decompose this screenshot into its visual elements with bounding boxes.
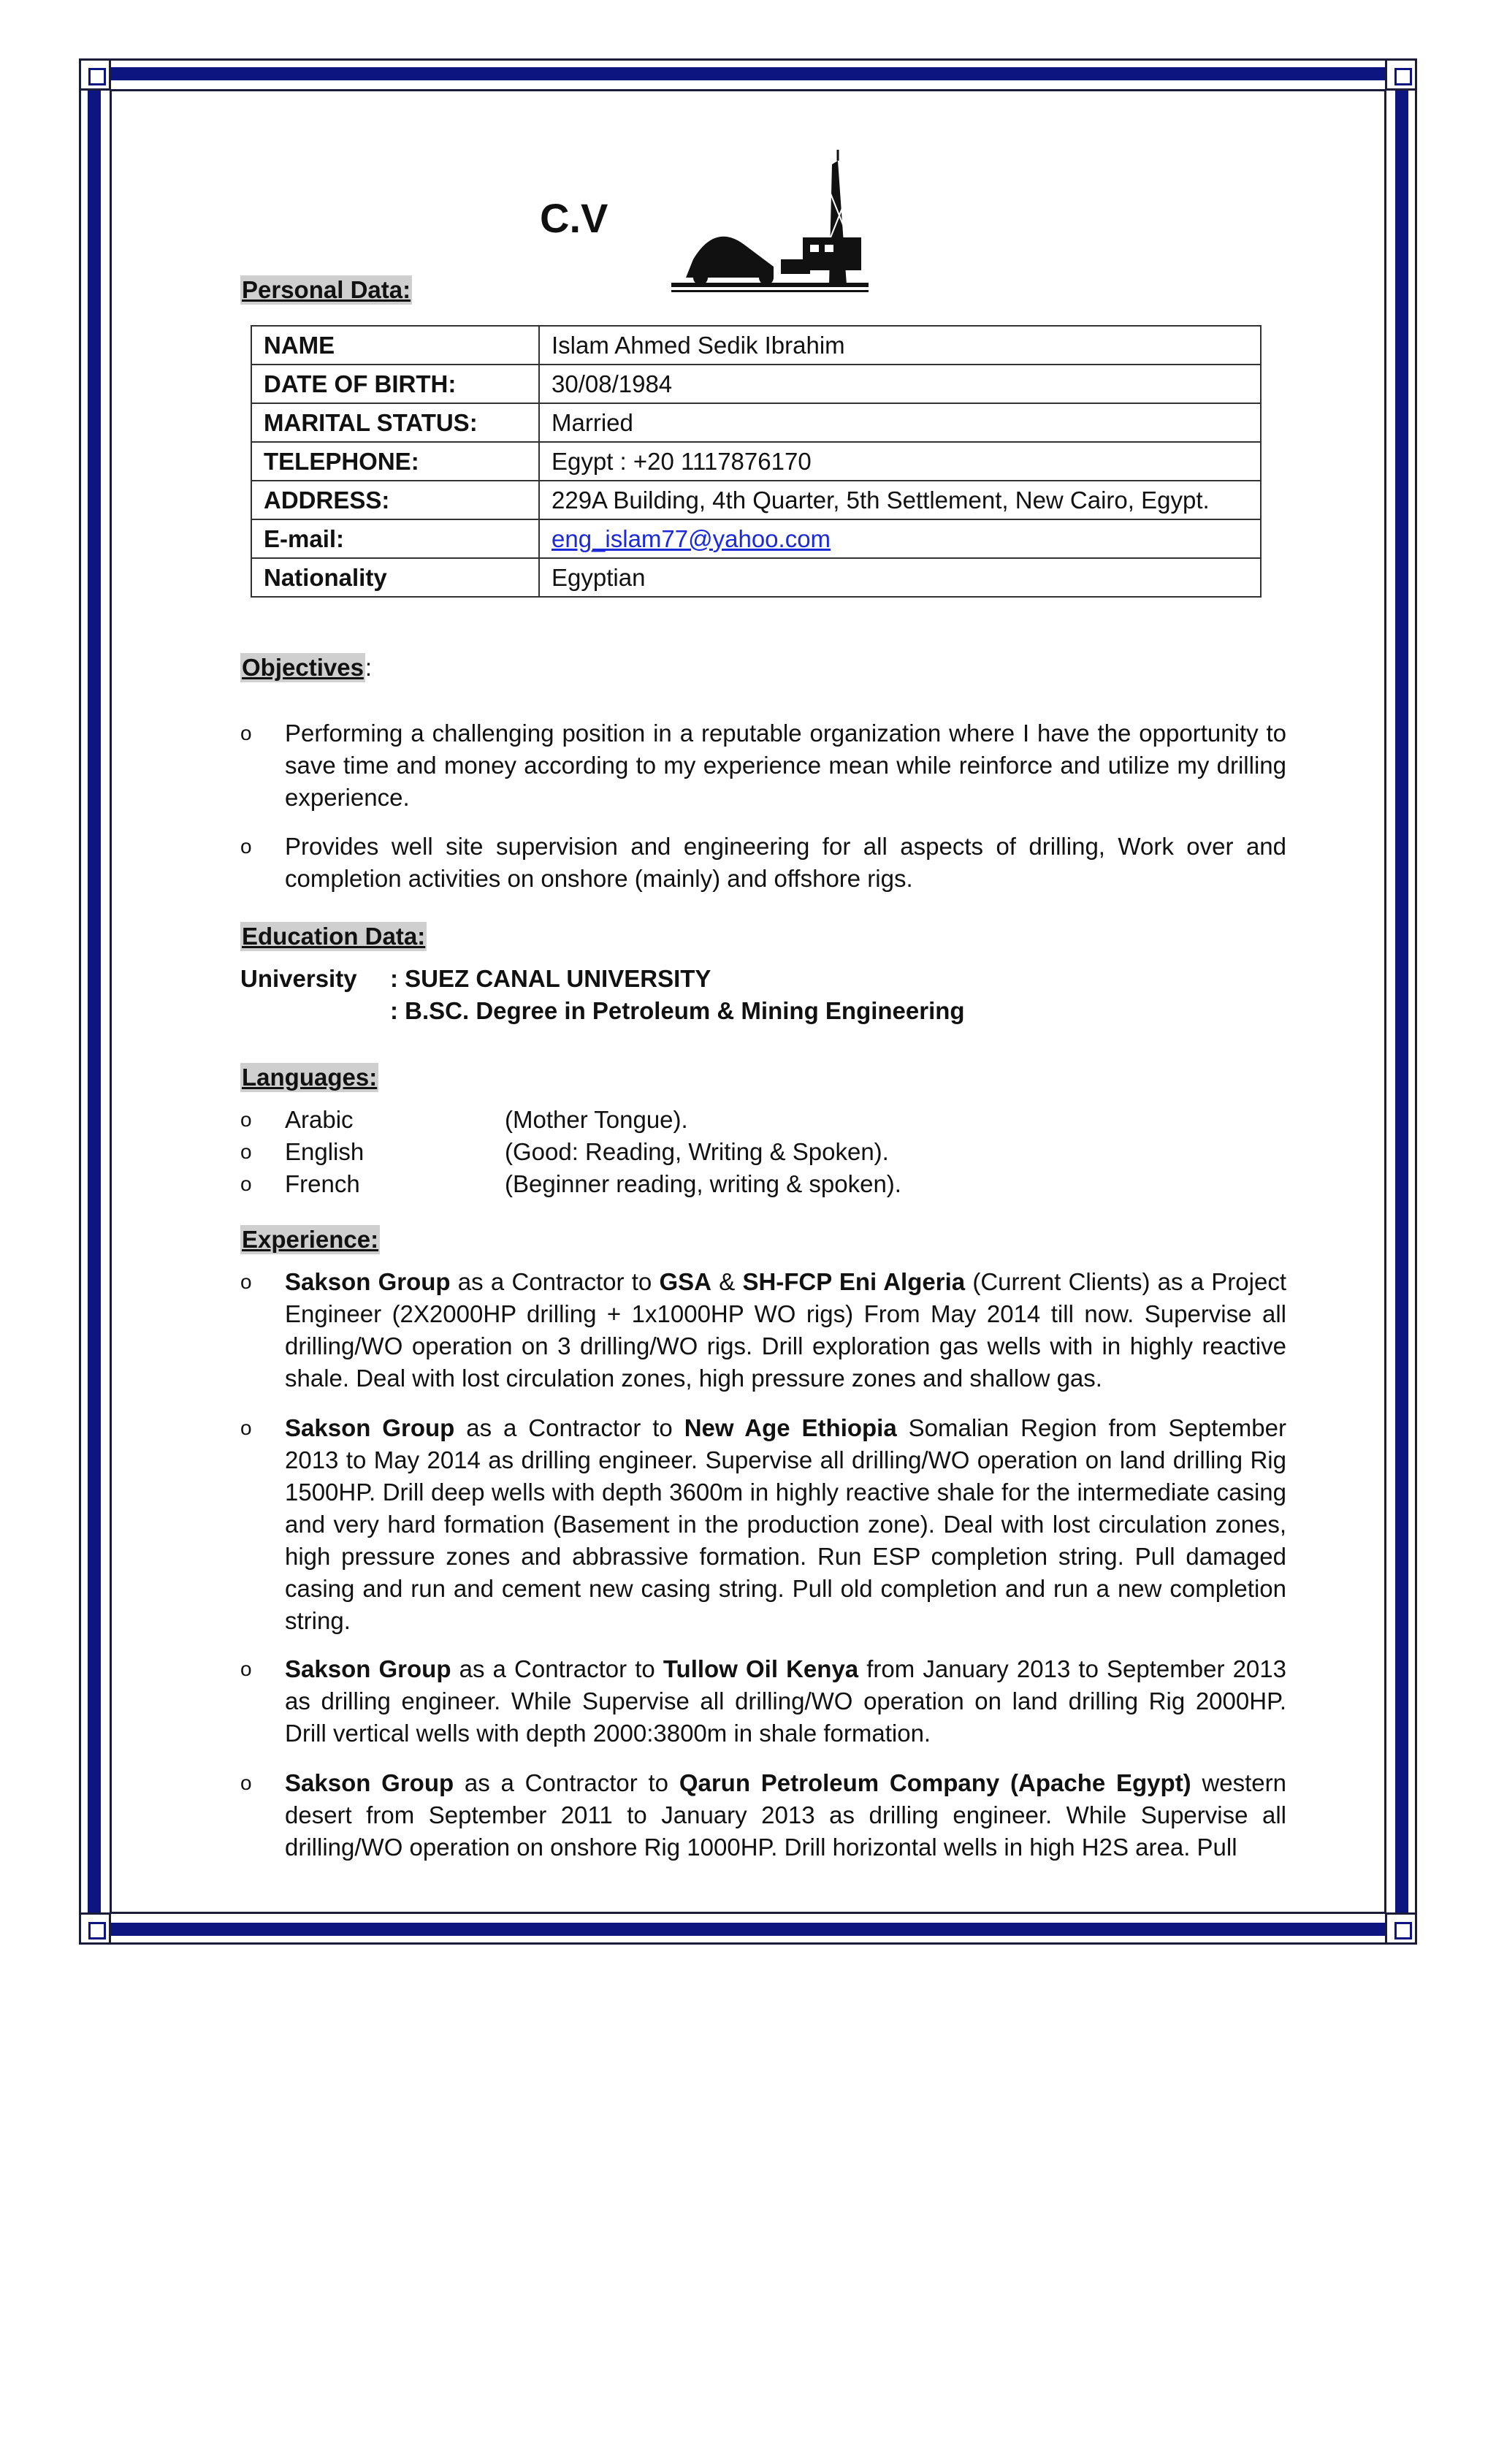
education-university: : SUEZ CANAL UNIVERSITY [390,965,711,992]
education-title: Education Data: [242,923,426,950]
bullet-icon: o [240,1416,252,1439]
bullet-icon: o [240,1172,252,1195]
experience-fragment: as a Contractor to [450,1268,660,1295]
table-row [251,519,1261,558]
experience-fragment: from January 2013 to September 2013 as drilling engineer. While Supervise all drilling/WO operation on land drilling Rig 2000HP. Drill vertical wells with depth 2000:3800m in shale formation. [285,1655,1286,1747]
table-row [251,442,1261,481]
experience-fragment: as a Contractor to [454,1769,679,1796]
list-item [240,1653,1286,1750]
objectives-title-colon: : [365,654,373,681]
bullet-icon: o [240,1140,252,1163]
list-item [240,1767,1286,1864]
language-name: Arabic [285,1106,354,1133]
row-value: Islam Ahmed Sedik Ibrahim [539,326,1261,365]
table-row [251,558,1261,597]
border-corner-top-left [79,58,111,91]
company-name: Sakson Group [285,1769,454,1796]
row-label: ADDRESS: [251,481,539,519]
language-level: (Good: Reading, Writing & Spoken). [505,1138,889,1165]
experience-text [285,1412,1286,1637]
row-label: DATE OF BIRTH: [251,365,539,403]
experience-text [285,1266,1286,1395]
table-row [251,481,1261,519]
experience-title: Experience: [242,1226,379,1253]
cv-heading: C.V [540,195,608,241]
table-row [251,403,1261,442]
email-link[interactable]: eng_islam77@yahoo.com [552,525,831,552]
language-level: (Beginner reading, writing & spoken). [505,1170,901,1197]
objectives-title-wrap [240,652,372,684]
experience-text [285,1653,1286,1750]
list-item [240,1412,1286,1637]
education-degree: : B.SC. Degree in Petroleum & Mining Engineering [390,997,965,1024]
experience-fragment: & [711,1268,743,1295]
personal-data-table [251,325,1262,598]
language-name: French [285,1170,360,1197]
objective-text: Performing a challenging position in a reputable organization where I have the opportunity to save time and money according to my experience mean while reinforce and utilize my drilling experience. [285,720,1286,811]
row-label: E-mail: [251,519,539,558]
border-corner-bottom-left [79,1912,111,1945]
table-row [251,326,1261,365]
list-item [240,1266,1286,1395]
client-name: GSA [659,1268,711,1295]
objective-text: Provides well site supervision and engineering for all aspects of drilling, Work over and completion activities on onshore (mainly) and offshore rigs. [285,833,1286,892]
language-level: (Mother Tongue). [505,1106,688,1133]
experience-fragment: Somalian Region from September 2013 to May 2014 as drilling engineer. Supervise all drilling/WO operation on land drilling Rig 1500HP. Drill deep wells with depth 3600m in highly reactive shale for the intermediate casing and very hard formation (Basement in the production zone). Deal with lost circulation zones, high pressure zones and abbrassive formation. Run ESP completion string. Pull damaged casing and run and cement new casing string. Pull old completion and run a new completion string. [285,1414,1286,1634]
bullet-icon: o [240,722,252,744]
row-value: 229A Building, 4th Quarter, 5th Settlement, New Cairo, Egypt. [539,481,1261,519]
client-name: Tullow Oil Kenya [663,1655,859,1682]
row-value: Married [539,403,1261,442]
border-corner-top-right [1385,58,1417,91]
row-value [539,519,1261,558]
client-name: Qarun Petroleum Company (Apache Egypt) [679,1769,1191,1796]
experience-fragment: western desert from September 2011 to January 2013 as drilling engineer. While Supervise all drilling/WO operation on onshore Rig 1000HP. Drill horizontal wells in high H2S area. Pull [285,1769,1286,1861]
company-name: Sakson Group [285,1268,451,1295]
list-item [240,717,1286,814]
row-value: Egyptian [539,558,1261,597]
languages-title: Languages: [242,1064,378,1091]
experience-fragment: (Current Clients) as a Project Engineer (2X2000HP drilling + 1x1000HP WO rigs) From May 2014 till now. Supervise all drilling/WO operation on 3 drilling/WO rigs. Drill exploration gas wells with in highly reactive shale. Deal with lost circulation zones, high pressure zones and shallow gas. [285,1268,1286,1392]
table-row [251,365,1261,403]
experience-fragment: as a Contractor to [454,1414,684,1441]
bullet-icon: o [240,1771,252,1794]
bullet-icon: o [240,1270,252,1293]
experience-fragment: as a Contractor to [451,1655,663,1682]
bullet-icon: o [240,835,252,858]
row-value: 30/08/1984 [539,365,1261,403]
company-name: Sakson Group [285,1414,455,1441]
language-name: English [285,1138,365,1165]
row-label: TELEPHONE: [251,442,539,481]
bullet-icon: o [240,1108,252,1131]
border-corner-bottom-right [1385,1912,1417,1945]
objectives-title: Objectives [242,654,364,681]
row-label: Nationality [251,558,539,597]
row-value: Egypt : +20 1117876170 [539,442,1261,481]
bullet-icon: o [240,1658,252,1680]
row-label: NAME [251,326,539,365]
list-item [240,831,1286,895]
client-name: SH-FCP Eni Algeria [742,1268,966,1295]
experience-text [285,1767,1286,1864]
drilling-rig-icon [664,150,876,296]
row-label: MARITAL STATUS: [251,403,539,442]
education-label: University [240,965,357,992]
personal-data-title: Personal Data: [242,276,411,303]
company-name: Sakson Group [285,1655,451,1682]
client-name: New Age Ethiopia [684,1414,897,1441]
